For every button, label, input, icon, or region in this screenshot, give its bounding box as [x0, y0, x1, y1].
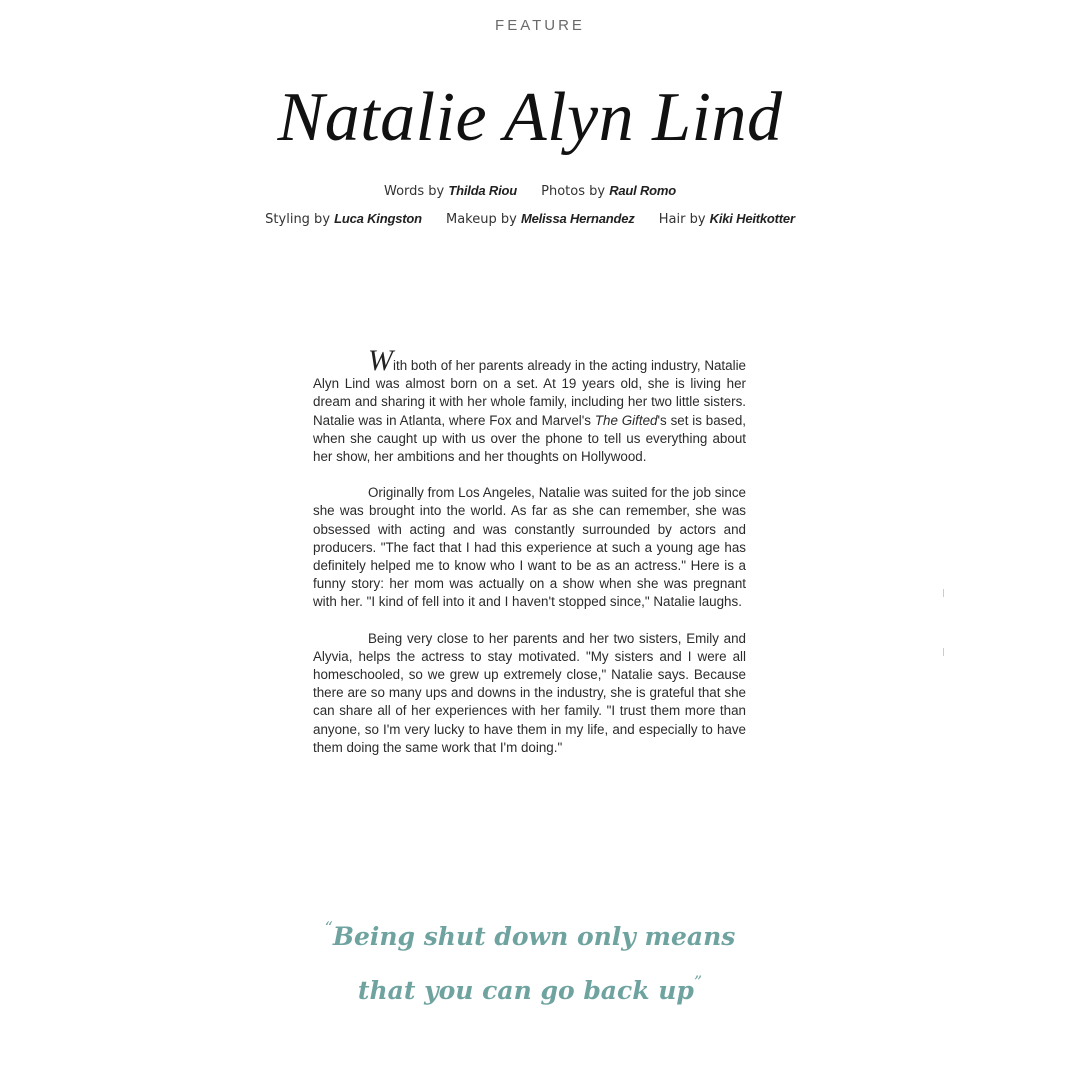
section-kicker: FEATURE [495, 17, 585, 34]
credit-role: Photos by [541, 184, 606, 199]
paragraph-1-text: ith both of her parents already in the acting industry, Natalie Alyn Lind was almost born on a set. At 19 years old, she is living her dream and sharing it with her whole family, including her two little sisters. Natalie was in Atlanta, where Fox and Marvel's [313, 358, 746, 428]
credit-role: Words by [383, 184, 445, 199]
show-title: The Gifted [594, 412, 658, 428]
credit-makeup [446, 211, 635, 227]
paragraph-1-end: 's set is based, when she caught up with us over the phone to tell us everything about her show, her ambitions and her thoughts on Hollywood. [313, 412, 746, 465]
credit-name: Kiki Heitkotter [709, 211, 795, 226]
pull-quote [0, 905, 1060, 1013]
article-body [313, 344, 746, 775]
credit-name: Thilda Riou [448, 183, 517, 198]
pull-quote-text-1: Being shut down only means [332, 922, 736, 951]
credit-role: Hair by [658, 212, 706, 227]
credit-hair [659, 211, 795, 227]
credits-row-2 [0, 211, 1060, 227]
credit-styling [265, 211, 422, 227]
credit-role: Makeup by [445, 212, 517, 227]
credit-photos [541, 183, 676, 199]
credit-name: Luca Kingston [334, 211, 422, 226]
edge-mark [943, 648, 944, 656]
open-quote-mark: “ [324, 918, 333, 937]
article-title: Natalie Alyn Lind [277, 79, 783, 156]
drop-cap: W [368, 344, 393, 377]
close-quote-mark: ” [693, 972, 703, 991]
credits-row-1 [0, 183, 1060, 199]
credit-words [384, 183, 517, 199]
credit-role: Styling by [265, 212, 331, 227]
credit-name: Melissa Hernandez [520, 211, 635, 226]
pull-quote-text-2: that you can go back up [357, 976, 694, 1005]
paragraph-1 [313, 344, 746, 466]
pull-quote-line-1 [0, 905, 1060, 959]
paragraph-2: Originally from Los Angeles, Natalie was suited for the job since she was brought into the world. As far as she can remember, she was obsessed with acting and was constantly surrounded by actors and producers. "The fact that I had this experience at such a young age has definitely helped me to know who I want to be as an actress." Here is a funny story: her mom was actually on a show when she was pregnant with her. "I kind of fell into it and I haven't stopped since," Natalie laughs. [313, 485, 746, 610]
pull-quote-line-2 [0, 959, 1060, 1013]
credit-name: Raul Romo [609, 183, 676, 198]
paragraph-3: Being very close to her parents and her two sisters, Emily and Alyvia, helps the actress to stay motivated. "My sisters and I were all homeschooled, so we grew up extremely close," Natalie says. Because there are so many ups and downs in the industry, she is grateful that she can share all of her experiences with her family. "I trust them more than anyone, so I'm very lucky to have them in my life, and especially to have them doing the same work that I'm doing." [313, 630, 746, 755]
edge-mark [943, 589, 944, 597]
